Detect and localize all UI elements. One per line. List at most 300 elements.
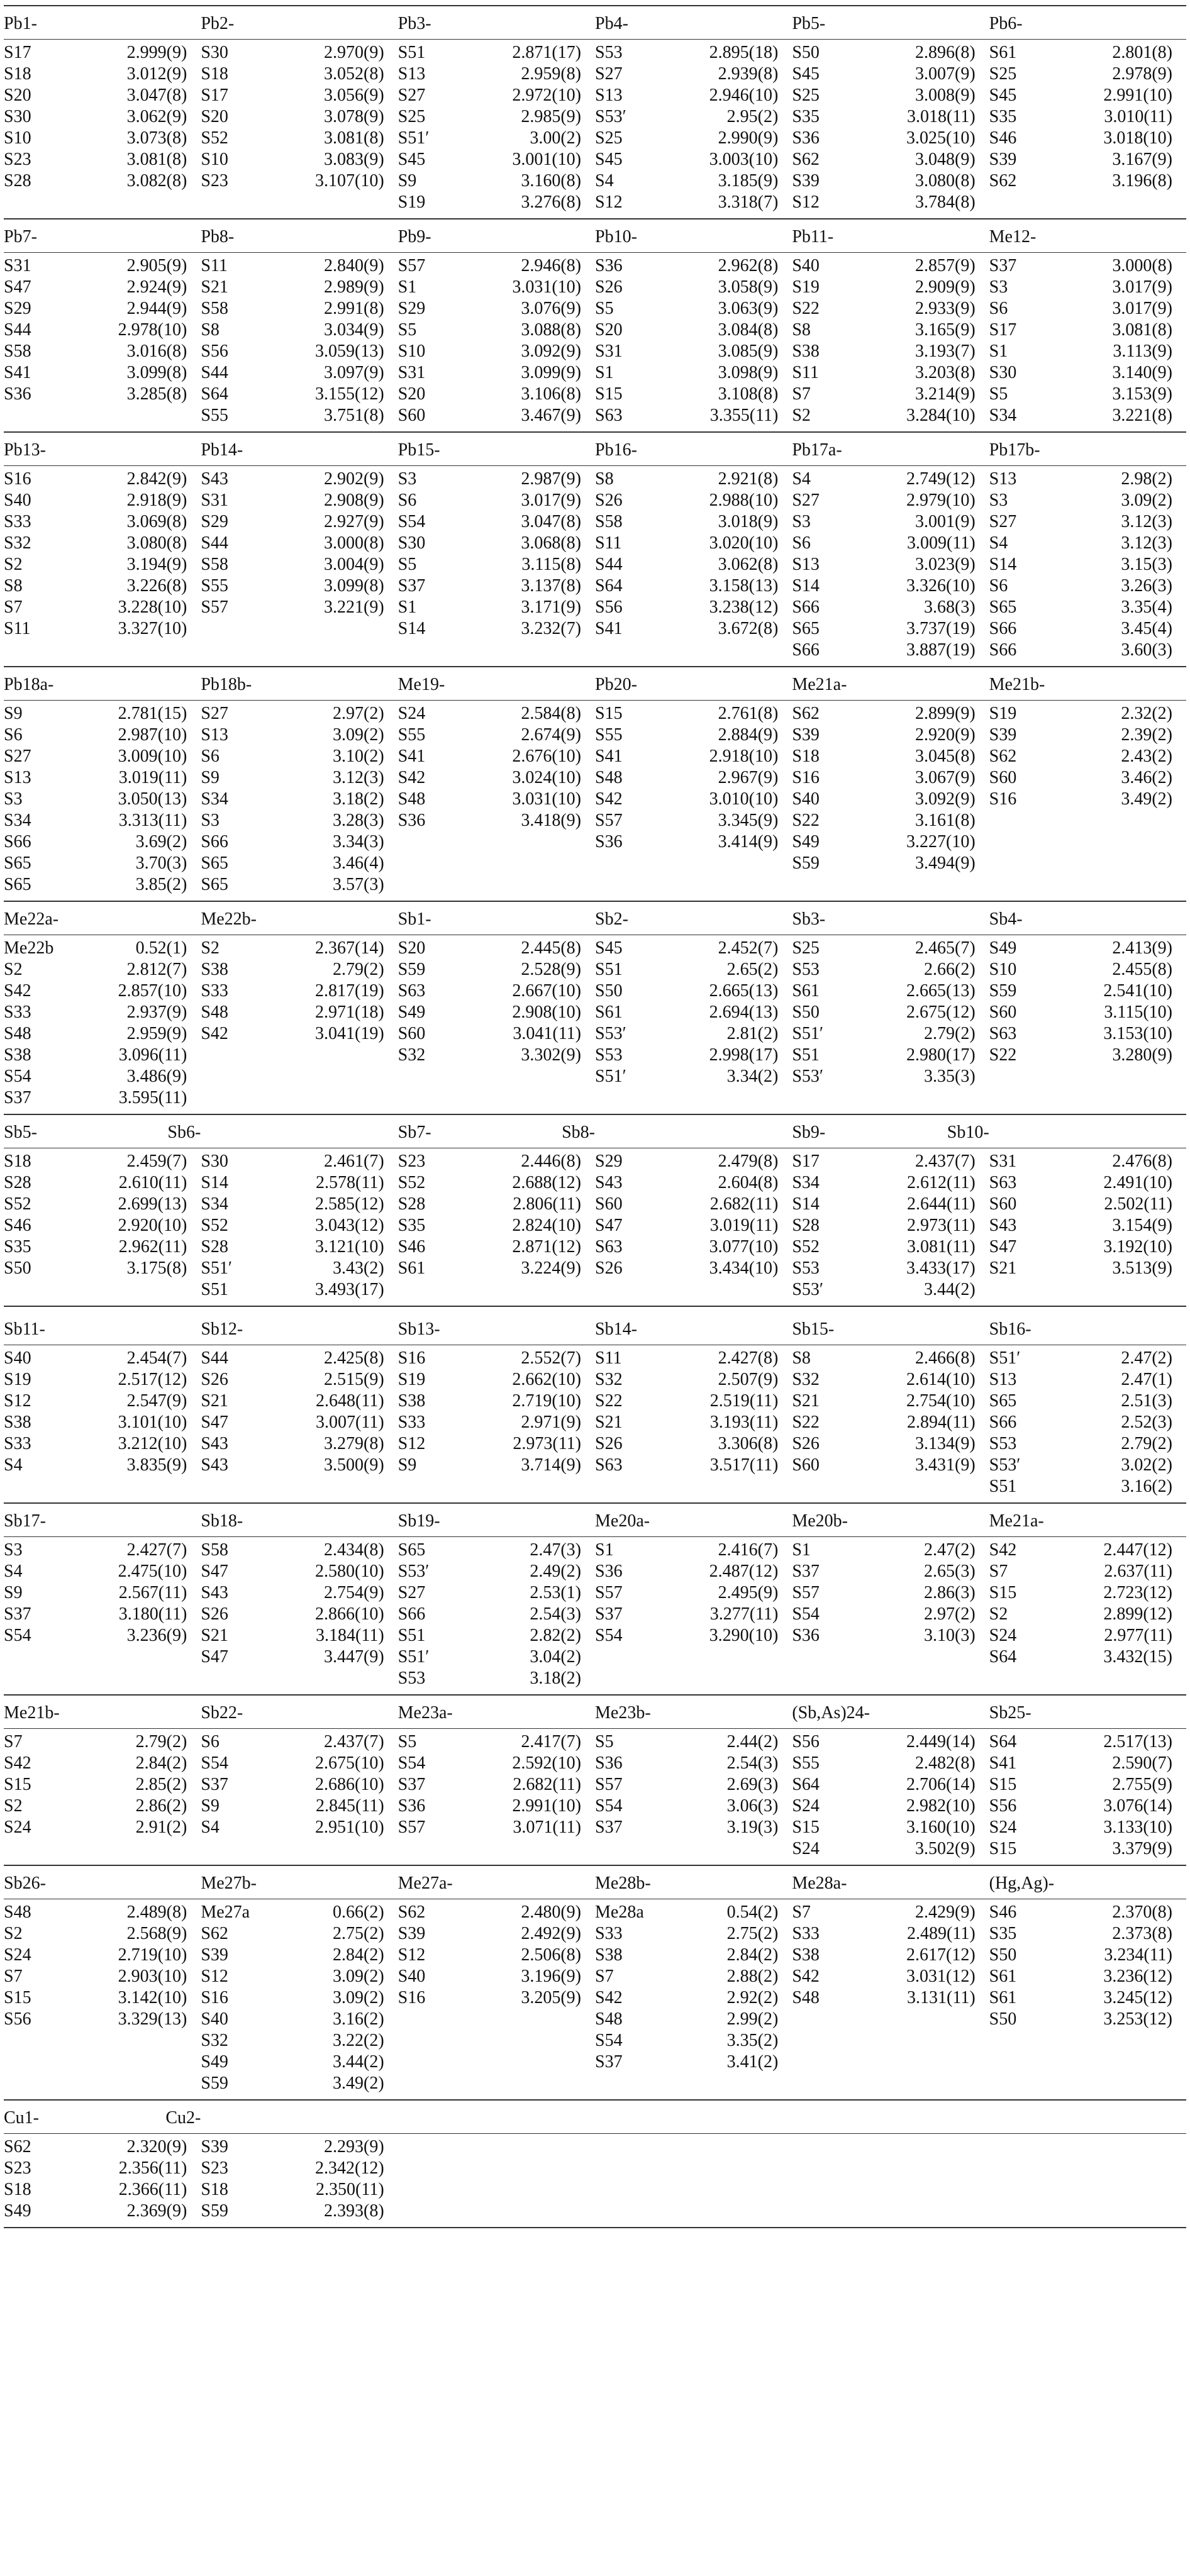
neighbor-atom: S54	[595, 1796, 623, 1816]
neighbor-atom: S20	[201, 107, 228, 126]
neighbor-atom: S60	[989, 1002, 1017, 1022]
distance-column	[595, 1729, 792, 1865]
distance-row	[989, 575, 1186, 597]
bond-distance: 3.212(10)	[118, 1434, 187, 1453]
neighbor-atom: S20	[398, 938, 426, 958]
empty-header	[792, 2101, 989, 2133]
bond-distance: 2.962(11)	[118, 1237, 187, 1257]
distance-row	[4, 789, 201, 810]
distance-row	[4, 1561, 201, 1582]
distance-row	[398, 277, 595, 298]
bond-distance: 3.238(12)	[709, 597, 779, 617]
bond-distance: 2.91(2)	[135, 1818, 187, 1837]
neighbor-atom: S33	[4, 1002, 31, 1022]
bond-distance: 3.041(11)	[513, 1024, 581, 1043]
bond-distance: 2.686(10)	[315, 1775, 384, 1794]
neighbor-atom: S36	[792, 128, 820, 148]
neighbor-atom: S15	[989, 1839, 1017, 1858]
bond-distance: 3.214(9)	[915, 384, 976, 404]
distance-row	[595, 618, 792, 640]
atom-label: Cu1-	[4, 2108, 39, 2128]
bond-distance: 3.18(2)	[530, 1668, 581, 1688]
neighbor-atom: S20	[398, 384, 426, 404]
bond-distance: 2.801(8)	[1112, 43, 1172, 62]
bond-distance: 2.427(8)	[718, 1348, 779, 1368]
neighbor-atom: S15	[989, 1583, 1017, 1602]
bond-distance: 2.429(9)	[915, 1902, 976, 1922]
bond-distance: 3.020(10)	[709, 533, 779, 553]
bond-distance: 3.108(8)	[718, 384, 779, 404]
neighbor-atom: S9	[4, 704, 23, 723]
distance-row	[4, 724, 201, 746]
distance-row	[398, 1348, 595, 1369]
distance-row	[4, 1045, 201, 1066]
distance-row	[4, 618, 201, 640]
distance-column	[4, 40, 201, 218]
neighbor-atom: S15	[792, 1818, 820, 1837]
distance-row	[398, 1796, 595, 1817]
neighbor-atom: S42	[201, 1024, 228, 1043]
neighbor-atom: S50	[989, 2009, 1017, 2029]
distance-row	[201, 149, 398, 170]
neighbor-atom: S58	[201, 1540, 228, 1560]
atom-header: Sb26-	[4, 1874, 46, 1893]
atom-label: Sb5-	[4, 1123, 37, 1142]
empty-column	[398, 2134, 595, 2227]
bond-distance: 2.933(9)	[915, 299, 976, 318]
distance-row	[792, 1838, 989, 1860]
distance-row	[4, 810, 201, 831]
bond-distance: 2.454(7)	[126, 1348, 187, 1368]
bond-distance: 2.614(10)	[906, 1370, 976, 1389]
distance-row	[398, 64, 595, 85]
neighbor-atom: S5	[398, 1732, 417, 1752]
atom-header: Sb12-	[201, 1319, 243, 1339]
bond-distance: 3.099(9)	[521, 363, 581, 382]
neighbor-atom: S4	[4, 1455, 23, 1475]
atom-header: Me27a-	[398, 1874, 453, 1893]
atom-header: Pb7-	[4, 227, 37, 247]
distance-row	[989, 1902, 1186, 1923]
neighbor-atom: S62	[398, 1902, 426, 1922]
bond-distance: 2.921(8)	[718, 469, 779, 489]
distance-row	[792, 319, 989, 341]
bond-distance: 3.15(3)	[1121, 555, 1172, 574]
neighbor-atom: S56	[595, 597, 623, 617]
distance-column	[4, 1537, 201, 1694]
neighbor-atom: S6	[4, 725, 23, 745]
bond-distance: 3.012(9)	[126, 64, 187, 84]
neighbor-atom: S32	[595, 1370, 623, 1389]
bond-distance: 3.49(2)	[1121, 789, 1172, 809]
bond-distance: 3.285(8)	[126, 384, 187, 404]
bond-distance: 3.085(9)	[718, 341, 779, 361]
distance-row	[4, 1369, 201, 1391]
distance-row	[989, 1023, 1186, 1045]
distance-row	[595, 575, 792, 597]
neighbor-atom: S39	[201, 1945, 228, 1965]
distance-row	[201, 1215, 398, 1236]
neighbor-atom: S7	[595, 1967, 614, 1986]
distance-row	[4, 1433, 201, 1455]
bond-distance: 3.121(10)	[315, 1237, 384, 1257]
neighbor-atom: S51′	[398, 1647, 430, 1667]
distance-column	[4, 1148, 201, 1306]
distance-column	[792, 1537, 989, 1694]
atom-label: Sb6-	[167, 1123, 201, 1142]
bond-distance: 0.66(2)	[333, 1902, 384, 1922]
bond-distance: 2.578(11)	[316, 1173, 384, 1192]
bond-distance: 3.09(2)	[1121, 491, 1172, 510]
distance-row	[201, 1258, 398, 1279]
distance-row	[4, 874, 201, 896]
atom-header: Me20b-	[792, 1511, 848, 1531]
bond-distance: 2.842(9)	[126, 469, 187, 489]
distance-row	[595, 724, 792, 746]
neighbor-atom: S18	[4, 1152, 31, 1171]
neighbor-atom: S57	[398, 256, 426, 275]
distance-row	[595, 1582, 792, 1604]
distance-column	[4, 935, 201, 1114]
distance-column	[792, 40, 989, 218]
distance-column	[201, 253, 398, 431]
distance-column	[595, 1148, 792, 1306]
distance-row	[4, 959, 201, 980]
distance-row	[4, 341, 201, 362]
neighbor-atom: S7	[4, 597, 23, 617]
bond-distance: 2.674(9)	[521, 725, 581, 745]
neighbor-atom: S7	[4, 1732, 23, 1752]
table-bottom-rule	[4, 2227, 1186, 2228]
neighbor-atom: S15	[595, 704, 623, 723]
bond-distance: 3.058(9)	[718, 277, 779, 297]
bond-distance: 3.355(11)	[709, 406, 779, 425]
neighbor-atom: S19	[398, 1370, 426, 1389]
bond-distance: 2.79(2)	[135, 1732, 187, 1752]
distance-column	[792, 1345, 989, 1502]
distance-row	[595, 1236, 792, 1258]
distance-column	[792, 701, 989, 901]
bond-distance: 2.991(10)	[1103, 86, 1172, 105]
bond-distance: 3.34(2)	[726, 1067, 779, 1086]
neighbor-atom: S5	[595, 1732, 614, 1752]
bond-distance: 2.350(11)	[316, 2180, 384, 2199]
distance-row	[398, 959, 595, 980]
bond-distance: 2.86(3)	[924, 1583, 976, 1602]
bond-distance: 3.326(10)	[906, 576, 976, 596]
bond-distance: 3.160(10)	[906, 1818, 976, 1837]
bond-distance: 2.905(9)	[126, 256, 187, 275]
distance-row	[4, 1412, 201, 1433]
distance-row	[989, 1348, 1186, 1369]
neighbor-atom: S39	[792, 171, 820, 191]
neighbor-atom: S6	[398, 491, 417, 510]
bond-distance: 2.812(7)	[126, 960, 187, 979]
distance-row	[398, 1540, 595, 1561]
distance-row	[792, 1045, 989, 1066]
bond-distance: 2.648(11)	[316, 1391, 384, 1411]
bond-distance: 3.092(9)	[521, 341, 581, 361]
table-grid	[4, 6, 1186, 218]
neighbor-atom: S11	[595, 533, 622, 553]
distance-row	[595, 533, 792, 554]
distance-row	[595, 42, 792, 64]
bond-distance: 3.22(2)	[333, 2031, 384, 2050]
distance-column	[398, 253, 595, 431]
bond-distance: 2.425(8)	[324, 1348, 384, 1368]
distance-row	[989, 1987, 1186, 2009]
neighbor-atom: S65	[792, 619, 820, 638]
bond-distance: 2.988(10)	[709, 491, 779, 510]
distance-row	[595, 1066, 792, 1087]
bond-distance: 2.719(10)	[512, 1391, 581, 1411]
neighbor-atom: S14	[201, 1173, 228, 1192]
distance-row	[201, 1604, 398, 1625]
distance-row	[989, 511, 1186, 533]
distance-row	[201, 128, 398, 149]
distance-row	[398, 1369, 595, 1391]
bond-distance: 3.46(4)	[333, 853, 384, 873]
atom-header: Pb2-	[201, 14, 235, 33]
neighbor-atom: S40	[4, 491, 31, 510]
neighbor-atom: S39	[989, 150, 1017, 169]
neighbor-atom: Me22b	[4, 938, 54, 958]
atom-header: Me20a-	[595, 1511, 650, 1531]
neighbor-atom: S8	[4, 576, 23, 596]
bond-distance: 2.946(8)	[521, 256, 581, 275]
neighbor-atom: S66	[989, 640, 1017, 660]
bond-distance: 2.393(8)	[324, 2201, 384, 2221]
distance-row	[398, 1731, 595, 1753]
neighbor-atom: S20	[4, 86, 31, 105]
neighbor-atom: S31	[398, 363, 426, 382]
neighbor-atom: S15	[989, 1775, 1017, 1794]
bond-distance: 3.302(9)	[521, 1045, 581, 1065]
neighbor-atom: S32	[792, 1370, 820, 1389]
neighbor-atom: S24	[989, 1818, 1017, 1837]
neighbor-atom: S34	[792, 1173, 820, 1192]
distance-row	[398, 789, 595, 810]
distance-row	[398, 1412, 595, 1433]
neighbor-atom: S19	[792, 277, 820, 297]
neighbor-atom: S43	[201, 1583, 228, 1602]
neighbor-atom: S9	[4, 1583, 23, 1602]
bond-distance: 3.041(19)	[315, 1024, 384, 1043]
bond-distance: 3.35(2)	[726, 2031, 779, 2050]
neighbor-atom: S44	[201, 363, 228, 382]
neighbor-atom: S2	[4, 1796, 23, 1816]
distance-column	[989, 40, 1186, 218]
distance-row	[4, 980, 201, 1002]
neighbor-atom: S10	[398, 341, 426, 361]
atom-header: Sb22-	[201, 1703, 243, 1723]
bond-distance: 2.97(2)	[333, 704, 384, 723]
distance-row	[792, 853, 989, 874]
neighbor-atom: S27	[792, 491, 820, 510]
distance-row	[595, 490, 792, 511]
distance-row	[595, 767, 792, 789]
bond-distance: 3.161(8)	[915, 811, 976, 830]
bond-distance: 2.476(8)	[1112, 1152, 1172, 1171]
distance-row	[201, 469, 398, 490]
neighbor-atom: S38	[4, 1045, 31, 1065]
distance-row	[201, 1172, 398, 1194]
neighbor-atom: S13	[989, 469, 1017, 489]
neighbor-atom: S38	[398, 1391, 426, 1411]
atom-header: Sb17-	[4, 1511, 46, 1531]
distance-row	[398, 149, 595, 170]
bond-distance: 2.32(2)	[1121, 704, 1172, 723]
neighbor-atom: S50	[989, 1945, 1017, 1965]
distance-row	[595, 277, 792, 298]
distance-column	[201, 2134, 398, 2227]
neighbor-atom: S42	[595, 1988, 623, 2007]
neighbor-atom: S45	[595, 150, 623, 169]
distance-row	[792, 1625, 989, 1646]
distance-row	[201, 554, 398, 575]
bond-distance: 2.973(11)	[513, 1434, 581, 1453]
neighbor-atom: S2	[4, 1924, 23, 1943]
distance-row	[398, 1172, 595, 1194]
bond-distance: 3.345(9)	[718, 811, 779, 830]
distance-row	[4, 703, 201, 724]
bond-distance: 2.88(2)	[726, 1967, 779, 1986]
table-grid	[4, 1696, 1186, 1865]
distance-row	[398, 1902, 595, 1923]
neighbor-atom: S3	[4, 1540, 23, 1560]
distance-row	[4, 255, 201, 277]
neighbor-atom: S13	[201, 725, 228, 745]
distance-row	[989, 1045, 1186, 1066]
distance-row	[792, 767, 989, 789]
distance-row	[201, 2201, 398, 2222]
bond-distance: 3.279(8)	[324, 1434, 384, 1453]
distance-row	[398, 980, 595, 1002]
atom-header: Pb18a-	[4, 675, 54, 694]
bond-distance: 3.434(10)	[709, 1258, 779, 1278]
neighbor-atom: S62	[989, 171, 1017, 191]
bond-distance: 3.16(2)	[1121, 1477, 1172, 1496]
neighbor-atom: S27	[4, 747, 31, 766]
neighbor-atom: S36	[595, 832, 623, 852]
atom-header: Pb10-	[595, 227, 637, 247]
bond-distance: 3.084(8)	[718, 320, 779, 340]
distance-row	[4, 1731, 201, 1753]
neighbor-atom: S24	[792, 1839, 820, 1858]
distance-row	[398, 1561, 595, 1582]
distance-row	[398, 533, 595, 554]
distance-row	[989, 64, 1186, 85]
bond-distance: 2.944(9)	[126, 299, 187, 318]
neighbor-atom: S33	[201, 981, 228, 1001]
neighbor-atom: S25	[595, 128, 623, 148]
distance-row	[989, 533, 1186, 554]
atom-header: Pb5-	[792, 14, 826, 33]
bond-distance: 3.009(11)	[907, 533, 976, 553]
distance-row	[595, 1987, 792, 2009]
neighbor-atom: S39	[989, 725, 1017, 745]
neighbor-atom: S53′	[398, 1562, 430, 1581]
bond-distance: 2.52(3)	[1121, 1413, 1172, 1432]
neighbor-atom: S27	[398, 1583, 426, 1602]
neighbor-atom: S22	[989, 1045, 1017, 1065]
distance-row	[792, 1582, 989, 1604]
neighbor-atom: S1	[398, 277, 417, 297]
neighbor-atom: S29	[4, 299, 31, 318]
bond-distance: 2.719(10)	[118, 1945, 187, 1965]
bond-distance: 3.751(8)	[324, 406, 384, 425]
neighbor-atom: S46	[989, 128, 1017, 148]
distance-row	[201, 255, 398, 277]
bond-distance: 3.076(14)	[1103, 1796, 1172, 1816]
distance-column	[201, 935, 398, 1114]
neighbor-atom: S3	[201, 811, 220, 830]
bond-distance: 3.228(10)	[118, 597, 187, 617]
bond-distance: 3.34(3)	[333, 832, 384, 852]
neighbor-atom: S27	[595, 64, 623, 84]
neighbor-atom: S50	[792, 43, 820, 62]
bond-distance: 3.306(8)	[718, 1434, 779, 1453]
distance-row	[792, 1966, 989, 1987]
distance-row	[201, 597, 398, 618]
neighbor-atom: Me28a	[595, 1902, 644, 1922]
distance-row	[989, 1923, 1186, 1945]
bond-distance: 3.047(8)	[521, 512, 581, 531]
neighbor-atom: S59	[201, 2201, 228, 2221]
neighbor-atom: S62	[792, 150, 820, 169]
atom-label: Sb8-	[562, 1123, 595, 1142]
distance-row	[4, 853, 201, 874]
distance-row	[4, 1066, 201, 1087]
neighbor-atom: S1	[792, 1540, 811, 1560]
distance-row	[989, 703, 1186, 724]
bond-distance: 2.519(11)	[709, 1391, 779, 1411]
bond-distance: 3.153(9)	[1112, 384, 1172, 404]
bond-distance: 3.025(10)	[906, 128, 976, 148]
distance-row	[201, 511, 398, 533]
distance-row	[4, 1172, 201, 1194]
neighbor-atom: S31	[4, 256, 31, 275]
bond-distance: 3.081(8)	[126, 150, 187, 169]
distance-row	[201, 2030, 398, 2051]
neighbor-atom: S37	[4, 1088, 31, 1108]
distance-row	[989, 469, 1186, 490]
distance-row	[398, 1987, 595, 2009]
bond-distance: 3.04(2)	[530, 1647, 581, 1667]
distance-row	[792, 980, 989, 1002]
bond-distance: 2.369(9)	[126, 2201, 187, 2221]
neighbor-atom: S13	[4, 768, 31, 787]
neighbor-atom: S60	[398, 406, 426, 425]
distance-row	[4, 319, 201, 341]
atom-header: Pb17b-	[989, 440, 1040, 460]
atom-header: Sb2-	[595, 909, 628, 929]
distance-row	[4, 1087, 201, 1109]
bond-distance: 2.84(2)	[333, 1945, 384, 1965]
atom-label: Cu2-	[165, 2108, 201, 2128]
neighbor-atom: S48	[595, 768, 623, 787]
distance-column	[595, 1345, 792, 1502]
neighbor-atom: S30	[201, 1152, 228, 1171]
bond-distance: 3.194(9)	[126, 555, 187, 574]
table-grid	[4, 2101, 1186, 2227]
distance-row	[201, 1902, 398, 1923]
bond-distance: 3.232(7)	[521, 619, 581, 638]
distance-row	[201, 2073, 398, 2094]
distance-row	[201, 1391, 398, 1412]
bond-distance: 3.003(10)	[709, 150, 779, 169]
bond-distance: 2.506(8)	[521, 1945, 581, 1965]
